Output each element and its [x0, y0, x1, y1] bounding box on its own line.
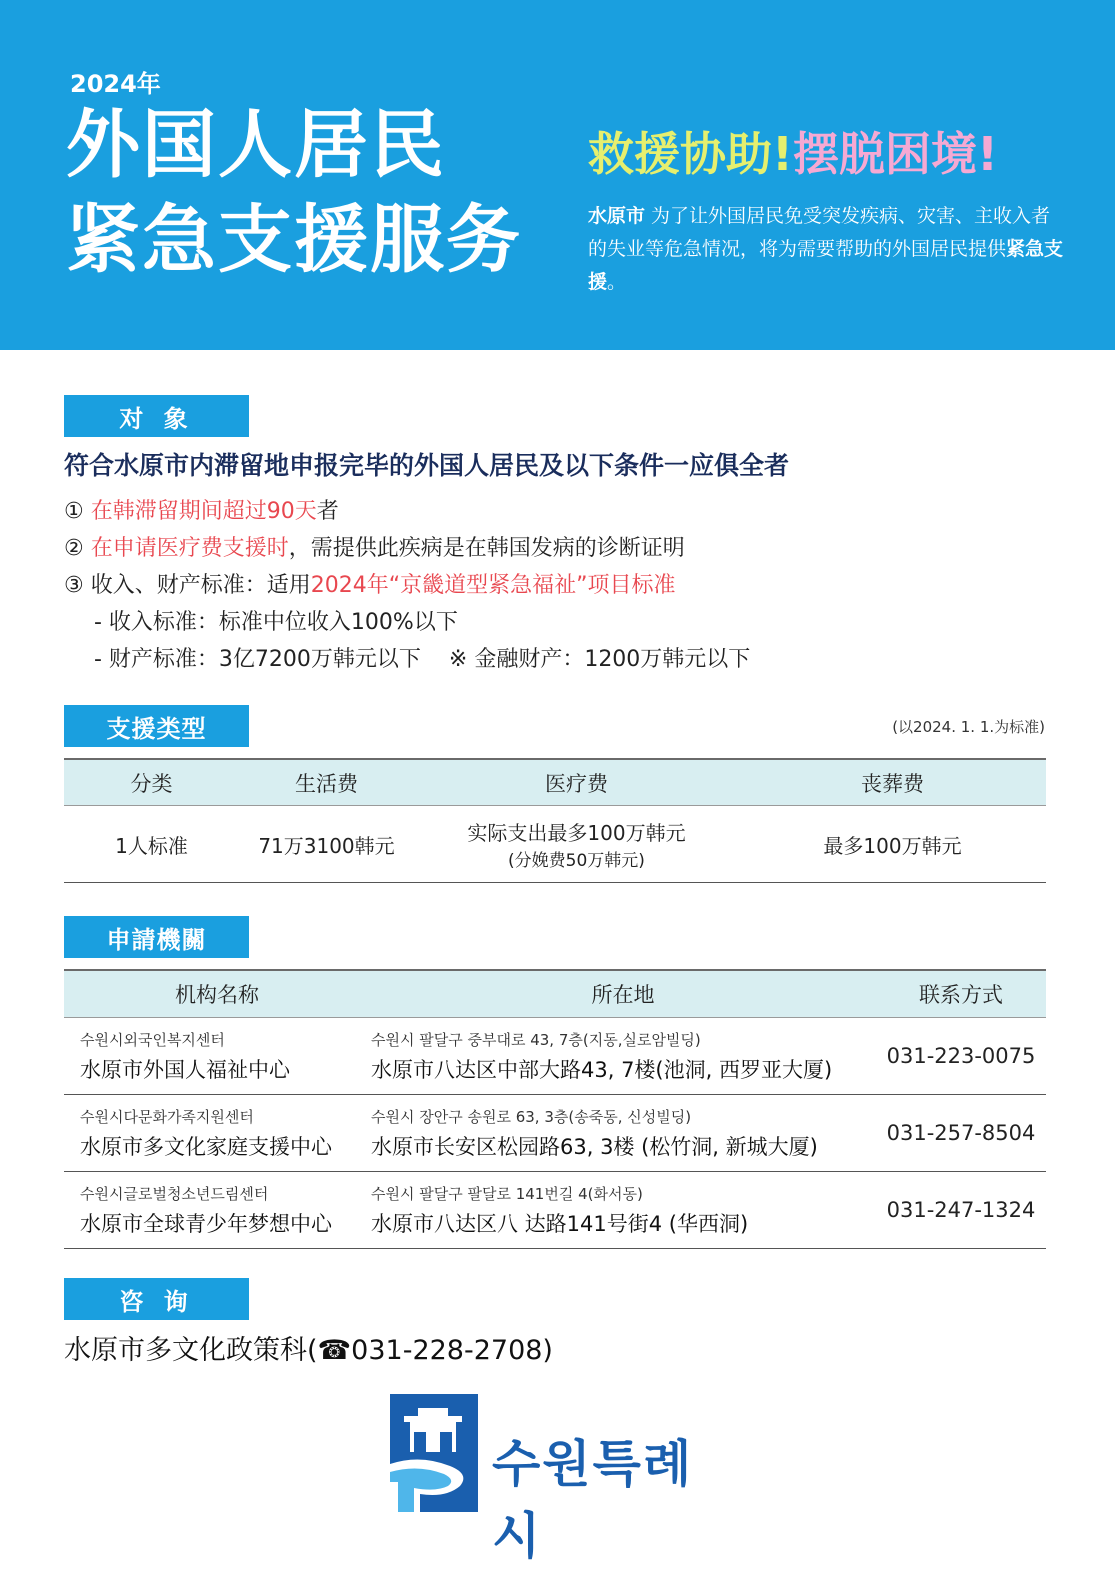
hero-banner [0, 0, 1115, 350]
institution-phone: 031-247-1324 [876, 1172, 1046, 1249]
property-standard: - 财产标准：3亿7200万韩元以下 ※ 金融财产：1200万韩元以下 [94, 647, 751, 672]
institution-address [370, 1018, 876, 1095]
main-title-line1: 外国人居民 [66, 102, 446, 188]
cell-living: 71万3100韩元 [239, 806, 414, 883]
table-row [64, 1172, 1046, 1249]
support-header-row [64, 759, 1046, 806]
condition-2-prefix: ② [64, 536, 91, 561]
header-medical: 医疗费 [414, 759, 739, 806]
medical-childbirth: (分娩费50万韩元) [508, 851, 645, 871]
income-standard: - 收入标准：标准中位收入100%以下 [94, 610, 458, 635]
institution-phone: 031-257-8504 [876, 1095, 1046, 1172]
name-chinese: 水原市全球青少年梦想中心 [80, 1211, 332, 1236]
table-row [64, 1018, 1046, 1095]
support-table [64, 758, 1046, 883]
address-korean: 수원시 장안구 송원로 63, 3층(송죽동, 신성빌딩) [371, 1107, 692, 1126]
year-label: 2024年 [70, 70, 161, 98]
name-korean: 수원시글로벌청소년드림센터 [80, 1184, 269, 1203]
section-tag-target: 对 象 [64, 395, 249, 437]
condition-2-highlight: 在申请医疗费支援时 [90, 536, 289, 561]
slogan-escape: 摆脱困境! [792, 127, 998, 181]
header-name: 机构名称 [64, 970, 370, 1018]
slogan-rescue: 救援协助! [588, 127, 793, 181]
section-tag-support: 支援类型 [64, 705, 249, 747]
institution-name [64, 1018, 370, 1095]
name-chinese: 水原市多文化家庭支援中心 [80, 1134, 332, 1159]
cell-category: 1人标准 [64, 806, 239, 883]
intro-bold: 紧急支援 [588, 238, 1064, 293]
intro-city: 水原市 [588, 205, 646, 227]
condition-1 [64, 494, 339, 525]
main-title-line2: 紧急支援服务 [66, 197, 522, 283]
condition-1-rest: 者 [316, 499, 339, 524]
header-living: 生活费 [239, 759, 414, 806]
name-korean: 수원시다문화가족지원센터 [80, 1107, 254, 1126]
cell-funeral: 最多100万韩元 [739, 806, 1046, 883]
condition-2 [64, 531, 685, 562]
medical-amount: 实际支出最多100万韩元 [467, 821, 686, 845]
table-row [64, 1095, 1046, 1172]
cell-medical [414, 806, 739, 883]
header-contact: 联系方式 [876, 970, 1046, 1018]
name-chinese: 水原市外国人福祉中心 [80, 1057, 290, 1082]
logo-text: 수원특례시 [492, 1435, 694, 1565]
intro-body: 为了让外国居民免受突发疾病、灾害、主收入者的失业等危急情况，将为需要帮助的外国居民提供 [588, 205, 1051, 260]
condition-3-highlight: 2024年“京畿道型紧急福祉”项目标准 [310, 573, 676, 598]
consult-contact: 水原市多文化政策科(☎031-228-2708) [64, 1335, 553, 1366]
condition-1-prefix: ① [64, 499, 91, 524]
institution-name [64, 1172, 370, 1249]
institution-address [370, 1095, 876, 1172]
institution-address [370, 1172, 876, 1249]
header-funeral: 丧葬费 [739, 759, 1046, 806]
address-korean: 수원시 팔달구 팔달로 141번길 4(화서동) [371, 1184, 643, 1203]
condition-2-rest: ，需提供此疾病是在韩国发病的诊断证明 [288, 536, 685, 561]
condition-3-prefix: ③ 收入、财产标准：适用 [64, 573, 311, 598]
table-row [64, 806, 1046, 883]
address-chinese: 水原市长安区松园路63, 3楼 (松竹洞, 新城大厦) [371, 1134, 818, 1159]
intro-text [588, 200, 1068, 299]
institution-phone: 031-223-0075 [876, 1018, 1046, 1095]
address-chinese: 水原市八达区八 达路141号街4 (华西洞) [371, 1211, 749, 1236]
institutions-header-row [64, 970, 1046, 1018]
condition-1-highlight: 在韩滞留期间超过90天 [90, 499, 317, 524]
section-tag-consult: 咨 询 [64, 1278, 249, 1320]
standard-date-note: (以2024. 1. 1.为标准) [892, 718, 1045, 736]
address-korean: 수원시 팔달구 중부대로 43, 7층(지동,실로암빌딩) [371, 1030, 701, 1049]
address-chinese: 水原市八达区中部大路43, 7楼(池洞, 西罗亚大厦) [371, 1057, 833, 1082]
intro-end: 。 [607, 271, 627, 293]
slogan [588, 118, 998, 184]
target-lead: 符合水原市内滞留地申报完毕的外国人居民及以下条件一应俱全者 [64, 451, 790, 480]
institutions-table [64, 969, 1046, 1249]
name-korean: 수원시외국인복지센터 [80, 1030, 225, 1049]
suwon-emblem-icon [390, 1394, 478, 1512]
institution-name [64, 1095, 370, 1172]
condition-3 [64, 568, 676, 599]
header-category: 分类 [64, 759, 239, 806]
header-address: 所在地 [370, 970, 876, 1018]
section-tag-institutions: 申請機關 [64, 916, 249, 958]
suwon-logo [390, 1394, 730, 1565]
